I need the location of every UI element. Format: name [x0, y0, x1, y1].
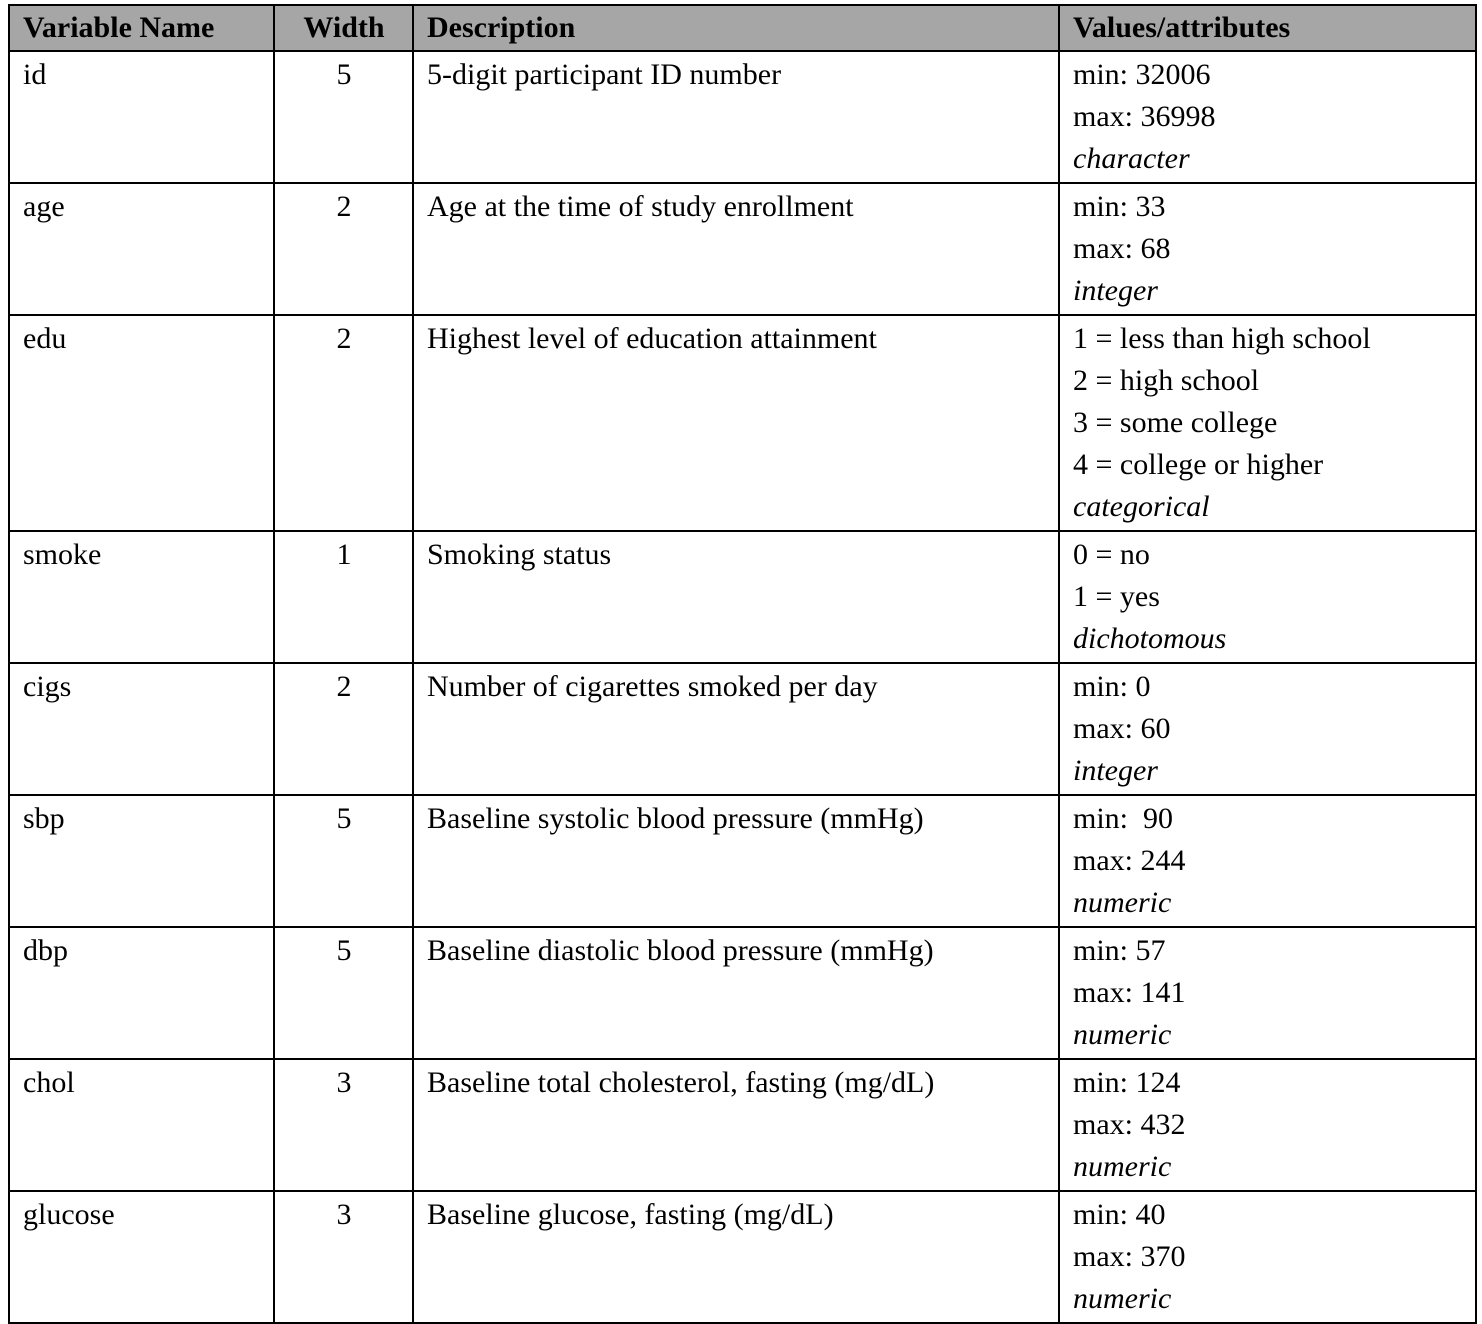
variable-name-cell: edu: [9, 315, 274, 531]
value-line: max: 60: [1073, 712, 1171, 745]
description-cell: Smoking status: [413, 531, 1059, 663]
value-line: max: 68: [1073, 232, 1171, 265]
width-cell: 5: [274, 51, 413, 183]
data-type-label: categorical: [1073, 490, 1210, 523]
value-line: max: 36998: [1073, 100, 1216, 133]
table-row: [9, 1059, 1476, 1191]
value-line: min: 90: [1073, 802, 1174, 835]
values-cell: [1059, 1059, 1476, 1191]
header-row: [9, 5, 1476, 51]
values-cell: [1059, 183, 1476, 315]
table-row: [9, 51, 1476, 183]
variable-name-cell: dbp: [9, 927, 274, 1059]
value-line: 2 = high school: [1073, 364, 1260, 397]
value-line: max: 141: [1073, 976, 1186, 1009]
value-line: 1 = yes: [1073, 580, 1160, 613]
variable-name-cell: age: [9, 183, 274, 315]
values-cell: [1059, 51, 1476, 183]
table-row: [9, 183, 1476, 315]
width-cell: 5: [274, 927, 413, 1059]
value-line: min: 32006: [1073, 58, 1211, 91]
value-line: max: 244: [1073, 844, 1186, 877]
value-line: 4 = college or higher: [1073, 448, 1324, 481]
values-cell: [1059, 663, 1476, 795]
width-cell: 2: [274, 663, 413, 795]
width-cell: 1: [274, 531, 413, 663]
description-cell: Number of cigarettes smoked per day: [413, 663, 1059, 795]
description-cell: Baseline diastolic blood pressure (mmHg): [413, 927, 1059, 1059]
description-cell: Highest level of education attainment: [413, 315, 1059, 531]
value-line: min: 124: [1073, 1066, 1181, 1099]
column-header-width: Width: [274, 5, 413, 51]
data-type-label: dichotomous: [1073, 622, 1227, 655]
value-line: max: 370: [1073, 1240, 1186, 1273]
description-cell: Baseline systolic blood pressure (mmHg): [413, 795, 1059, 927]
value-line: 1 = less than high school: [1073, 322, 1371, 355]
width-cell: 2: [274, 183, 413, 315]
variable-name-cell: cigs: [9, 663, 274, 795]
variable-name-cell: smoke: [9, 531, 274, 663]
description-cell: Age at the time of study enrollment: [413, 183, 1059, 315]
value-line: min: 0: [1073, 670, 1151, 703]
data-type-label: numeric: [1073, 1282, 1172, 1315]
values-cell: [1059, 531, 1476, 663]
variable-codebook-table: [8, 4, 1477, 1324]
values-cell: [1059, 315, 1476, 531]
data-type-label: numeric: [1073, 1150, 1172, 1183]
value-line: 3 = some college: [1073, 406, 1278, 439]
table-row: [9, 315, 1476, 531]
table-row: [9, 663, 1476, 795]
value-line: 0 = no: [1073, 538, 1150, 571]
variable-name-cell: id: [9, 51, 274, 183]
value-line: min: 33: [1073, 190, 1166, 223]
variable-name-cell: glucose: [9, 1191, 274, 1323]
table-row: [9, 1191, 1476, 1323]
variable-name-cell: chol: [9, 1059, 274, 1191]
table-row: [9, 927, 1476, 1059]
column-header-variable-name: Variable Name: [9, 5, 274, 51]
table-row: [9, 531, 1476, 663]
width-cell: 3: [274, 1059, 413, 1191]
column-header-values-attributes: Values/attributes: [1059, 5, 1476, 51]
width-cell: 3: [274, 1191, 413, 1323]
value-line: max: 432: [1073, 1108, 1186, 1141]
values-cell: [1059, 927, 1476, 1059]
description-cell: Baseline glucose, fasting (mg/dL): [413, 1191, 1059, 1323]
table-row: [9, 795, 1476, 927]
description-cell: Baseline total cholesterol, fasting (mg/dL): [413, 1059, 1059, 1191]
width-cell: 2: [274, 315, 413, 531]
data-type-label: character: [1073, 142, 1190, 175]
data-type-label: integer: [1073, 274, 1158, 307]
variable-name-cell: sbp: [9, 795, 274, 927]
values-cell: [1059, 795, 1476, 927]
data-type-label: numeric: [1073, 1018, 1172, 1051]
value-line: min: 57: [1073, 934, 1166, 967]
value-line: min: 40: [1073, 1198, 1166, 1231]
data-type-label: integer: [1073, 754, 1158, 787]
description-cell: 5-digit participant ID number: [413, 51, 1059, 183]
width-cell: 5: [274, 795, 413, 927]
data-type-label: numeric: [1073, 886, 1172, 919]
values-cell: [1059, 1191, 1476, 1323]
column-header-description: Description: [413, 5, 1059, 51]
